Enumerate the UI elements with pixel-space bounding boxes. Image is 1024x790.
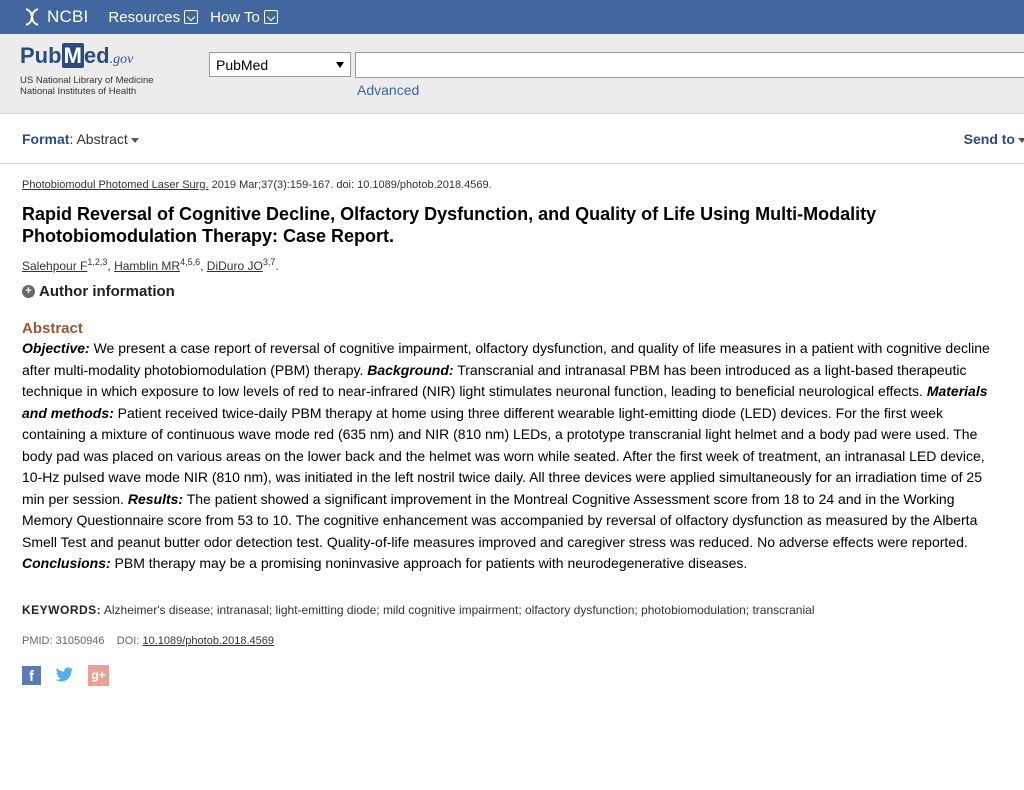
- caret-down-icon: [1018, 138, 1024, 143]
- nih-line: National Institutes of Health: [20, 86, 137, 97]
- keywords-list: Alzheimer's disease; intranasal; light-emitting diode; mild cognitive impairment; olfactory dysfunction; photobiomodulation; transcranial: [103, 602, 815, 617]
- format-label: Format: [22, 131, 70, 147]
- advanced-search-link[interactable]: Advanced: [357, 82, 420, 98]
- format-row: [0, 114, 1024, 164]
- keywords-label: KEYWORDS:: [22, 602, 102, 617]
- wordmark-gov: .gov: [109, 52, 134, 67]
- facebook-icon[interactable]: f: [22, 666, 41, 685]
- resources-menu[interactable]: [108, 9, 198, 26]
- background-label: Background:: [367, 361, 454, 378]
- abstract-text: [22, 338, 1007, 575]
- doi-link[interactable]: 10.1089/photob.2018.4569: [142, 634, 275, 647]
- chevron-down-icon: [184, 10, 198, 24]
- format-selector[interactable]: Format: Abstract: [22, 131, 139, 147]
- journal-link[interactable]: Photobiomodul Photomed Laser Surg.: [22, 179, 209, 191]
- social-share: [22, 665, 1002, 686]
- nlm-line: US National Library of Medicine: [20, 75, 154, 86]
- objective-text: We present a case report of reversal of cognitive impairment, olfactory dysfunction, and quality of life measures in a patient with cognitive decline after multi-modality photobiomodulation (PBM) therapy.: [22, 340, 990, 378]
- citation-details: 2019 Mar;37(3):159-167. doi: 10.1089/photob.2018.4569.: [211, 179, 492, 191]
- database-select[interactable]: [209, 52, 351, 77]
- resources-label: Resources: [108, 8, 181, 26]
- author-list: Salehpour F$^{1,2,3}$, Hamblin MR$^{4,5,6}$, DiDuro JO$^{3,7}$.: [22, 257, 279, 273]
- citation-line: [22, 179, 1002, 191]
- results-text: The patient showed a significant improvement in the Montreal Cognitive Assessment score from 18 to 24 and in the Working Memory Questionnaire score from 53 to 10. The cognitive enhancement was accompanied by reversal of olfactory dysfunction as measured by the Alberta Smell Test and peanut butter odor detection test. Quality-of-life measures improved and caregiver stress was reduced. No adverse effects were reported.: [22, 490, 978, 550]
- nlm-subtitle: [20, 75, 154, 97]
- author-information-label: Author information: [39, 283, 175, 300]
- doi-label: DOI:: [116, 634, 140, 647]
- pubmed-wordmark: [20, 44, 154, 72]
- background-text: Transcranial and intranasal PBM has been introduced as a light-based therapeutic technique in which exposure to low levels of red to near-infrared (NIR) light stimulates neuronal function, leading to beneficial neurological effects.: [22, 361, 967, 399]
- caret-down-icon: [131, 138, 139, 143]
- article-identifiers: [22, 635, 1002, 647]
- author-link[interactable]: Hamblin MR: [114, 259, 181, 273]
- results-label: Results:: [127, 490, 184, 507]
- plus-icon: +: [22, 285, 35, 298]
- send-to-button[interactable]: [964, 131, 1024, 147]
- ncbi-top-bar: [0, 0, 1024, 34]
- author-affiliation: 3,7: [262, 257, 276, 267]
- ncbi-logo-text: NCBI: [47, 7, 89, 26]
- methods-text: Patient received twice-daily PBM therapy at home using three different wearable light-emitting diode (LED) devices. For the first week containing a mixture of continuous wave mode red (635 nm) and NIR (810 nm) LEDs, a prototype transcranial light helmet and a body pad were used. The body pad was placed on various areas on the lower back and the helmet was worn while seated. After the first week of treatment, an intranasal LED device, 10-Hz pulsed wave mode NIR (810 nm), was initiated in the left nostril twice daily. All three devices were applied simultaneously for an irradiation time of 25 min per session.: [22, 404, 985, 507]
- send-to-label: Send to: [963, 131, 1015, 147]
- search-header: [0, 34, 1024, 114]
- author-link[interactable]: Salehpour F: [22, 259, 88, 273]
- abstract-heading: Abstract: [22, 320, 83, 337]
- dropdown-arrow-icon: [336, 62, 344, 68]
- database-selected-value: PubMed: [216, 56, 269, 73]
- objective-label: Objective:: [22, 340, 90, 356]
- article-title: Rapid Reversal of Cognitive Decline, Olfactory Dysfunction, and Quality of Life Using Multi-Modality Photobiomodulation Therapy: Case Report.: [22, 204, 877, 246]
- keywords: [22, 603, 1002, 617]
- author-affiliation: 1,2,3: [87, 257, 108, 267]
- wordmark-ed: ed: [83, 43, 110, 68]
- conclusions-label: Conclusions:: [22, 555, 111, 571]
- ncbi-logo[interactable]: [22, 7, 88, 27]
- author-link[interactable]: DiDuro JO: [206, 259, 263, 273]
- twitter-icon[interactable]: [55, 667, 74, 683]
- format-value: Abstract: [76, 131, 128, 147]
- howto-label: How To: [210, 8, 260, 26]
- howto-menu[interactable]: [210, 9, 278, 26]
- conclusions-text: PBM therapy may be a promising noninvasive approach for patients with neurodegenerative diseases.: [110, 555, 748, 571]
- wordmark-m: M: [63, 43, 82, 68]
- search-input[interactable]: [355, 52, 1024, 78]
- author-affiliation: 4,5,6: [180, 257, 201, 267]
- article-content: [0, 179, 1024, 686]
- author-information-toggle[interactable]: [22, 283, 1002, 300]
- googleplus-icon[interactable]: g+: [88, 665, 109, 686]
- ncbi-helix-icon: [22, 7, 42, 27]
- methods-label: Materials and methods:: [22, 383, 988, 421]
- chevron-down-icon: [264, 10, 278, 24]
- pmid: PMID: 31050946: [22, 634, 105, 647]
- wordmark-pub: Pub: [20, 43, 62, 68]
- pubmed-logo[interactable]: [20, 44, 154, 97]
